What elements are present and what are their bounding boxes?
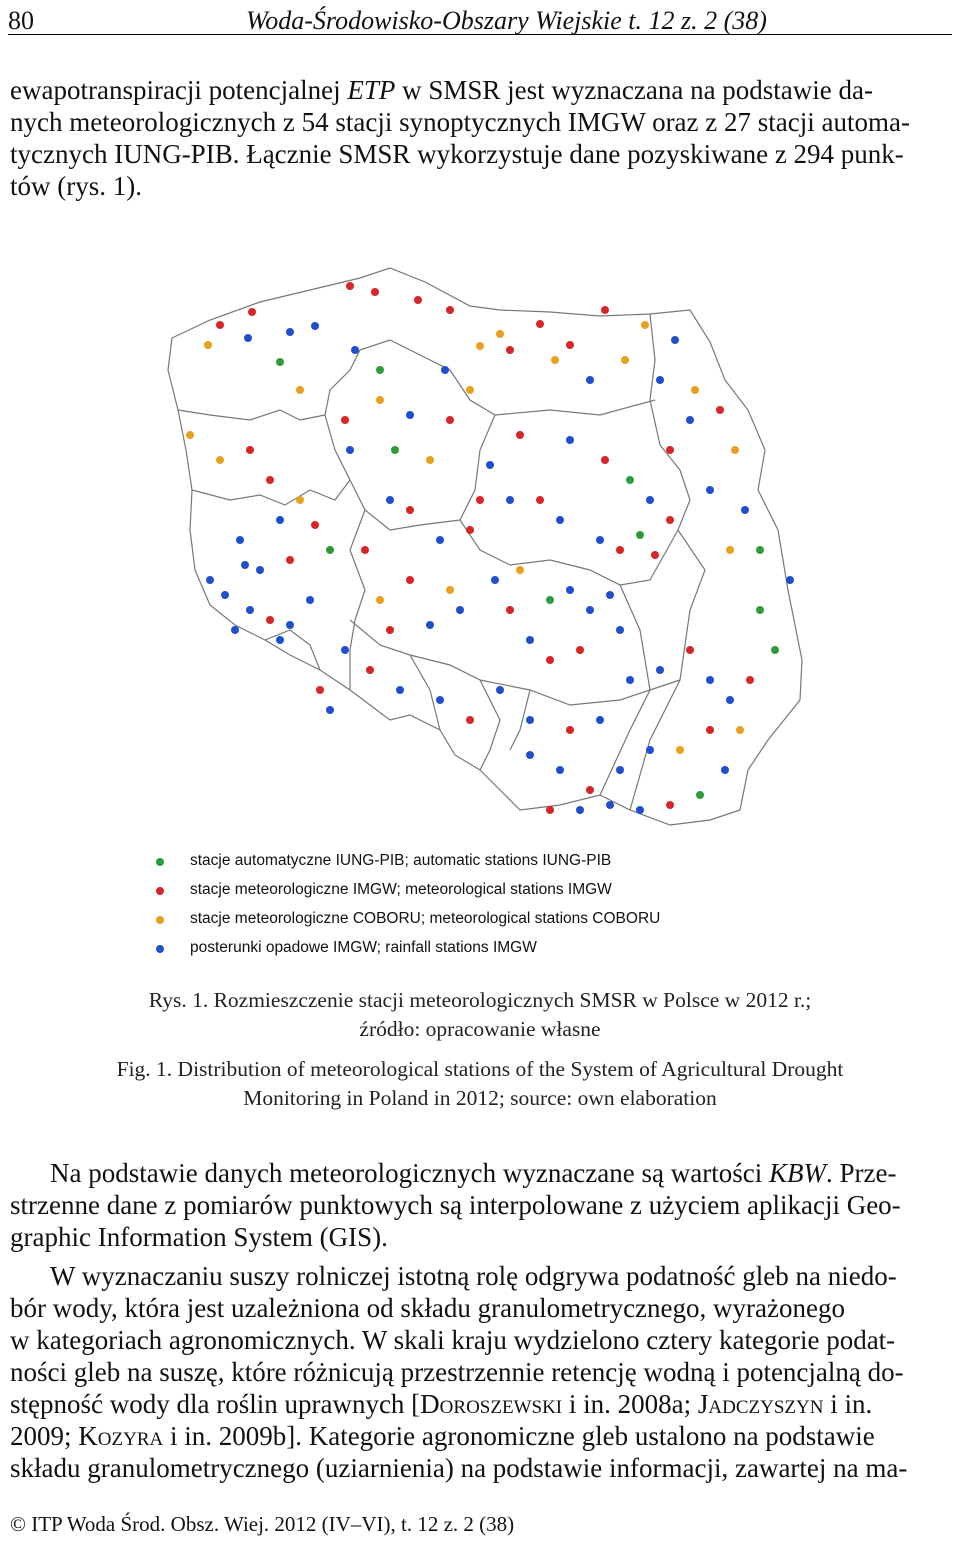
- station-dot: [276, 636, 284, 644]
- station-dot: [556, 766, 564, 774]
- station-dot: [231, 626, 239, 634]
- station-dot: [686, 416, 694, 424]
- station-dot: [406, 576, 414, 584]
- station-dot: [566, 586, 574, 594]
- station-dot: [536, 496, 544, 504]
- station-dot: [376, 396, 384, 404]
- text-line: bór wody, która jest uzależniona od składu granulometrycznego, wyrażonego: [10, 1293, 845, 1323]
- station-dot: [516, 431, 524, 439]
- station-dot: [626, 476, 634, 484]
- station-dot: [206, 576, 214, 584]
- station-dot: [606, 801, 614, 809]
- footer-copyright: © ITP Woda Środ. Obsz. Wiej. 2012 (IV–VI), t. 12 z. 2 (38): [10, 1512, 515, 1536]
- station-dot: [306, 596, 314, 604]
- station-dot: [296, 386, 304, 394]
- station-dot: [606, 591, 614, 599]
- station-dot: [666, 516, 674, 524]
- station-dot: [576, 646, 584, 654]
- text-line: Na podstawie danych meteorologicznych wyznaczane są wartości KBW. Prze-: [50, 1158, 897, 1188]
- station-dot: [601, 456, 609, 464]
- station-dot: [566, 726, 574, 734]
- station-dot: [496, 686, 504, 694]
- station-dot: [746, 676, 754, 684]
- station-dot: [596, 716, 604, 724]
- country-outline: [168, 268, 802, 825]
- station-dot: [726, 546, 734, 554]
- station-dot: [691, 386, 699, 394]
- station-dot: [646, 496, 654, 504]
- station-dot: [551, 356, 559, 364]
- text-line: strzenne dane z pomiarów punktowych są interpolowane z użyciem aplikacji Geo-: [10, 1190, 901, 1220]
- station-dot: [266, 476, 274, 484]
- caption-line: Fig. 1. Distribution of meteorological stations of the System of Agricultural Drought: [116, 1057, 844, 1081]
- station-dot: [386, 496, 394, 504]
- text-line: ności gleb na suszę, które różnicują przestrzennie retencję wodną i potencjalną do-: [10, 1357, 904, 1387]
- poland-station-map: [150, 250, 830, 880]
- station-dot: [566, 436, 574, 444]
- station-dot: [216, 456, 224, 464]
- station-dot: [616, 626, 624, 634]
- station-dot: [546, 806, 554, 814]
- station-dot: [296, 496, 304, 504]
- station-dot: [731, 446, 739, 454]
- station-dot: [596, 536, 604, 544]
- station-dot: [506, 606, 514, 614]
- station-dot: [386, 626, 394, 634]
- station-dot: [546, 596, 554, 604]
- station-dot: [346, 446, 354, 454]
- station-dot: [446, 416, 454, 424]
- station-dot: [506, 496, 514, 504]
- station-dot: [666, 446, 674, 454]
- text-line: graphic Information System (GIS).: [10, 1222, 388, 1252]
- station-dot: [586, 786, 594, 794]
- station-dot: [721, 766, 729, 774]
- page-number: 80: [8, 6, 34, 35]
- text-line: nych meteorologicznych z 54 stacji synoptycznych IMGW oraz z 27 stacji automa-: [10, 107, 910, 137]
- station-dot: [441, 366, 449, 374]
- station-dot: [601, 306, 609, 314]
- map-legend: [150, 850, 670, 966]
- station-dot: [241, 561, 249, 569]
- station-dot: [636, 531, 644, 539]
- station-dot: [706, 676, 714, 684]
- station-dot: [391, 446, 399, 454]
- caption-line: Monitoring in Poland in 2012; source: own elaboration: [243, 1086, 717, 1110]
- station-dot: [586, 376, 594, 384]
- station-dot: [396, 686, 404, 694]
- station-dot: [246, 606, 254, 614]
- station-dot: [456, 606, 464, 614]
- station-dot: [286, 328, 294, 336]
- text-line: w kategoriach agronomicznych. W skali kraju wydzielono cztery kategorie podat-: [10, 1325, 896, 1355]
- text-line: stępność wody dla roślin uprawnych [Doroszewski i in. 2008a; Jadczyszyn i in.: [10, 1389, 873, 1419]
- station-dot: [526, 636, 534, 644]
- station-dot: [616, 766, 624, 774]
- station-dot: [786, 576, 794, 584]
- citation-author: Jadczyszyn: [697, 1389, 824, 1419]
- station-dot: [556, 516, 564, 524]
- station-dot: [726, 696, 734, 704]
- station-dot: [716, 406, 724, 414]
- station-dot: [491, 576, 499, 584]
- body-paragraph-2: [10, 1260, 952, 1484]
- station-dot: [311, 521, 319, 529]
- citation-author: Doroszewski: [420, 1389, 563, 1419]
- voivodeship-boundaries: [168, 268, 802, 825]
- station-dot: [546, 656, 554, 664]
- station-dot: [516, 566, 524, 574]
- citation-author: Kozyra: [78, 1421, 164, 1451]
- station-dot: [406, 506, 414, 514]
- station-dot: [696, 791, 704, 799]
- station-dot: [676, 746, 684, 754]
- station-dot: [466, 716, 474, 724]
- text-line: tycznych IUNG-PIB. Łącznie SMSR wykorzystuje dane pozyskiwane z 294 punk-: [10, 139, 904, 169]
- station-dot: [204, 341, 212, 349]
- station-dot: [466, 526, 474, 534]
- station-dot: [311, 322, 319, 330]
- station-dot: [626, 676, 634, 684]
- station-dot: [414, 296, 422, 304]
- station-dot: [586, 606, 594, 614]
- caption-english: [0, 1055, 960, 1113]
- station-dot: [326, 546, 334, 554]
- station-dot: [436, 696, 444, 704]
- running-header: [8, 4, 952, 35]
- station-dot: [376, 596, 384, 604]
- station-dot: [346, 282, 354, 290]
- station-dot: [286, 556, 294, 564]
- station-dot: [616, 546, 624, 554]
- legend-item-imgw-rainfall: posterunki opadowe IMGW; rainfall stations IMGW: [150, 937, 670, 966]
- legend-item-imgw-meteo: stacje meteorologiczne IMGW; meteorological stations IMGW: [150, 879, 670, 908]
- station-dot: [236, 536, 244, 544]
- station-dot: [646, 746, 654, 754]
- blue-dot-icon: [156, 945, 164, 953]
- station-dot: [341, 646, 349, 654]
- map-svg: [150, 250, 830, 880]
- station-dot: [736, 726, 744, 734]
- station-dot: [276, 358, 284, 366]
- red-dot-icon: [156, 887, 164, 895]
- station-dot: [376, 366, 384, 374]
- intro-paragraph: [10, 74, 952, 202]
- station-dot: [361, 546, 369, 554]
- station-dot: [641, 321, 649, 329]
- station-dot: [316, 686, 324, 694]
- station-dot: [246, 446, 254, 454]
- station-dot: [276, 516, 284, 524]
- station-dot: [671, 336, 679, 344]
- orange-dot-icon: [156, 916, 164, 924]
- station-dot: [576, 806, 584, 814]
- legend-item-iung-pib: stacje automatyczne IUNG-PIB; automatic stations IUNG-PIB: [150, 850, 670, 879]
- station-dot: [771, 646, 779, 654]
- station-dot: [426, 456, 434, 464]
- body-paragraph-1: [10, 1157, 952, 1253]
- station-dot: [436, 536, 444, 544]
- station-dot: [426, 621, 434, 629]
- station-dot: [656, 666, 664, 674]
- station-dot: [248, 308, 256, 316]
- text-line: tów (rys. 1).: [10, 171, 142, 201]
- station-dot: [496, 330, 504, 338]
- station-dot: [756, 546, 764, 554]
- station-dot: [526, 751, 534, 759]
- text-line: 2009; Kozyra i in. 2009b]. Kategorie agronomiczne gleb ustalono na podstawie: [10, 1421, 875, 1451]
- station-dot: [256, 566, 264, 574]
- station-dot: [536, 320, 544, 328]
- station-dot: [371, 288, 379, 296]
- text-line: ewapotranspiracji potencjalnej ETP w SMSR jest wyznaczana na podstawie da-: [10, 75, 874, 105]
- station-dot: [506, 346, 514, 354]
- station-dot: [686, 646, 694, 654]
- legend-item-coboru: stacje meteorologiczne COBORU; meteorological stations COBORU: [150, 908, 670, 937]
- station-dot: [216, 321, 224, 329]
- station-dot: [266, 616, 274, 624]
- station-dot: [651, 551, 659, 559]
- station-dot: [286, 621, 294, 629]
- station-dot: [566, 341, 574, 349]
- station-dot: [476, 342, 484, 350]
- station-dot: [486, 461, 494, 469]
- station-dot: [706, 726, 714, 734]
- caption-line: Rys. 1. Rozmieszczenie stacji meteorologicznych SMSR w Polsce w 2012 r.;: [148, 988, 812, 1012]
- station-dot: [446, 586, 454, 594]
- station-dot: [741, 506, 749, 514]
- station-dot: [366, 666, 374, 674]
- station-dot: [351, 346, 359, 354]
- text-line: składu granulometrycznego (uziarnienia) na podstawie informacji, zawartej na ma-: [10, 1453, 908, 1483]
- station-dot: [656, 376, 664, 384]
- station-dot: [186, 431, 194, 439]
- running-title: Woda-Środowisko-Obszary Wiejskie t. 12 z. 2 (38): [246, 6, 767, 35]
- station-dot: [666, 801, 674, 809]
- station-dot: [221, 591, 229, 599]
- caption-polish: [0, 986, 960, 1044]
- caption-line: źródło: opracowanie własne: [359, 1017, 601, 1041]
- green-dot-icon: [156, 858, 164, 866]
- text-line: W wyznaczaniu suszy rolniczej istotną rolę odgrywa podatność gleb na niedo-: [50, 1261, 897, 1291]
- station-dot: [636, 806, 644, 814]
- station-dot: [406, 411, 414, 419]
- station-dot: [756, 606, 764, 614]
- station-dot: [476, 496, 484, 504]
- station-dot: [341, 416, 349, 424]
- station-dot: [526, 716, 534, 724]
- station-dot: [621, 356, 629, 364]
- station-dot: [446, 306, 454, 314]
- station-dot: [244, 334, 252, 342]
- station-dot: [706, 486, 714, 494]
- station-dot: [326, 706, 334, 714]
- station-dot: [466, 386, 474, 394]
